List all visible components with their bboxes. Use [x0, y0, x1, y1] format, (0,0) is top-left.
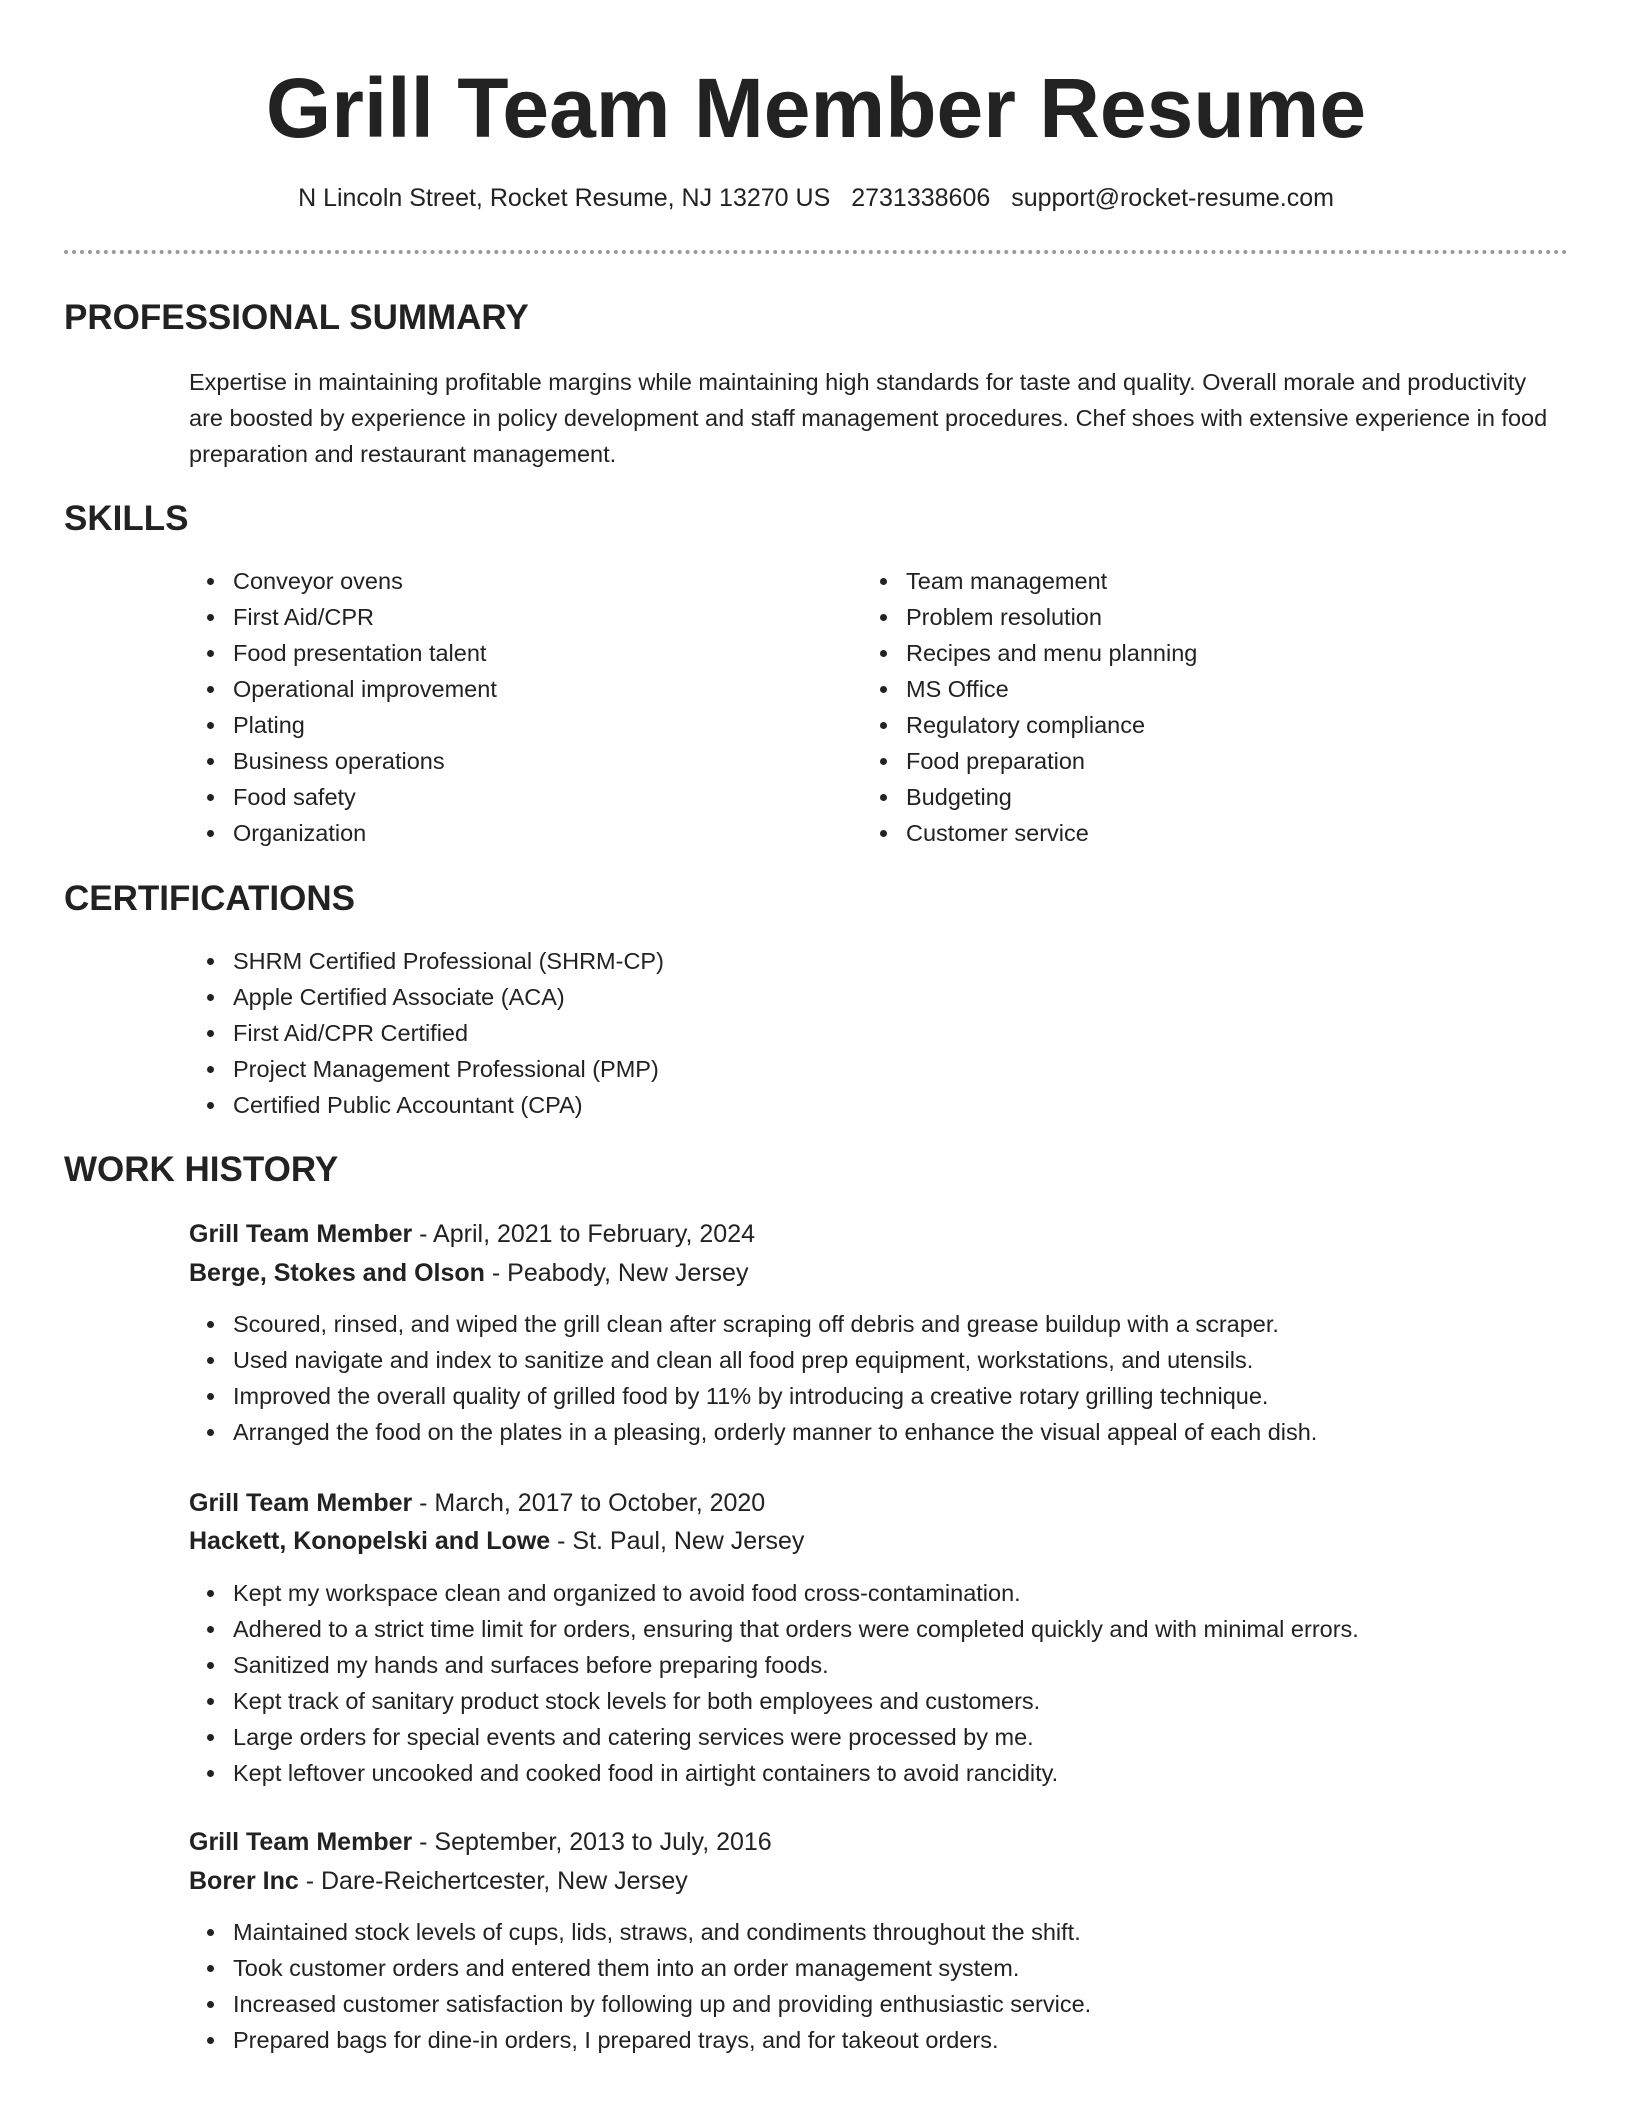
job-duty: Sanitized my hands and surfaces before preparing foods. — [233, 1647, 1359, 1683]
job-duties-list — [189, 1914, 1091, 2058]
job-company-line — [189, 1255, 748, 1291]
contact-address: N Lincoln Street, Rocket Resume, NJ 13270 US — [298, 184, 831, 212]
job-company: Borer Inc — [189, 1867, 299, 1895]
certifications-list — [189, 943, 664, 1123]
skill-item: MS Office — [906, 671, 1197, 707]
skills-heading: SKILLS — [64, 499, 189, 538]
skill-item: Budgeting — [906, 779, 1197, 815]
job-company: Hackett, Konopelski and Lowe — [189, 1527, 551, 1555]
skill-item: Conveyor ovens — [233, 563, 497, 599]
certification-item: SHRM Certified Professional (SHRM-CP) — [233, 943, 664, 979]
job-duty: Large orders for special events and catering services were processed by me. — [233, 1719, 1359, 1755]
skills-list-left — [189, 563, 497, 851]
job-duties-list — [189, 1575, 1359, 1791]
job-dates: - September, 2013 to July, 2016 — [412, 1828, 772, 1856]
certification-item: Certified Public Accountant (CPA) — [233, 1087, 664, 1123]
skill-item: Regulatory compliance — [906, 707, 1197, 743]
job-location: - St. Paul, New Jersey — [550, 1527, 805, 1555]
job-duties-list — [189, 1306, 1317, 1450]
contact-phone: 2731338606 — [851, 184, 991, 212]
job-company-line — [189, 1863, 688, 1899]
job-duty: Increased customer satisfaction by following up and providing enthusiastic service. — [233, 1986, 1091, 2022]
skill-item: Food safety — [233, 779, 497, 815]
job-duty: Maintained stock levels of cups, lids, straws, and condiments throughout the shift. — [233, 1914, 1091, 1950]
skill-item: Customer service — [906, 815, 1197, 851]
contact-line — [64, 180, 1568, 216]
skill-item: Team management — [906, 563, 1197, 599]
job-title: Grill Team Member — [189, 1828, 413, 1856]
skill-item: Organization — [233, 815, 497, 851]
certification-item: Apple Certified Associate (ACA) — [233, 979, 664, 1015]
certification-item: First Aid/CPR Certified — [233, 1015, 664, 1051]
certifications-heading: CERTIFICATIONS — [64, 879, 356, 918]
job-company-line — [189, 1523, 804, 1559]
job-company: Berge, Stokes and Olson — [189, 1259, 485, 1287]
skill-item: Food preparation — [906, 743, 1197, 779]
skill-item: Recipes and menu planning — [906, 635, 1197, 671]
job-duty: Kept my workspace clean and organized to avoid food cross-contamination. — [233, 1575, 1359, 1611]
job-title: Grill Team Member — [189, 1220, 413, 1248]
header-divider — [64, 250, 1568, 254]
work-history-heading: WORK HISTORY — [64, 1150, 339, 1189]
job-duty: Prepared bags for dine-in orders, I prepared trays, and for takeout orders. — [233, 2022, 1091, 2058]
skill-item: First Aid/CPR — [233, 599, 497, 635]
job-dates: - April, 2021 to February, 2024 — [412, 1220, 756, 1248]
skill-item: Food presentation talent — [233, 635, 497, 671]
job-duty: Scoured, rinsed, and wiped the grill clean after scraping off debris and grease buildup with a scraper. — [233, 1306, 1317, 1342]
job-location: - Peabody, New Jersey — [484, 1259, 749, 1287]
job-duty: Took customer orders and entered them into an order management system. — [233, 1950, 1091, 1986]
skill-item: Operational improvement — [233, 671, 497, 707]
job-duty: Kept track of sanitary product stock levels for both employees and customers. — [233, 1683, 1359, 1719]
job-title-line — [189, 1216, 755, 1252]
summary-heading: PROFESSIONAL SUMMARY — [64, 298, 529, 337]
job-duty: Arranged the food on the plates in a pleasing, orderly manner to enhance the visual appeal of each dish. — [233, 1414, 1317, 1450]
contact-email: support@rocket-resume.com — [1011, 184, 1334, 212]
resume-title: Grill Team Member Resume — [265, 61, 1367, 155]
certification-item: Project Management Professional (PMP) — [233, 1051, 664, 1087]
skill-item: Plating — [233, 707, 497, 743]
job-title: Grill Team Member — [189, 1489, 413, 1517]
job-duty: Kept leftover uncooked and cooked food in airtight containers to avoid rancidity. — [233, 1755, 1359, 1791]
skill-item: Business operations — [233, 743, 497, 779]
job-title-line — [189, 1824, 772, 1860]
job-duty: Adhered to a strict time limit for orders, ensuring that orders were completed quickly and with minimal errors. — [233, 1611, 1359, 1647]
skill-item: Problem resolution — [906, 599, 1197, 635]
job-duty: Used navigate and index to sanitize and clean all food prep equipment, workstations, and utensils. — [233, 1342, 1317, 1378]
job-duty: Improved the overall quality of grilled food by 11% by introducing a creative rotary grilling technique. — [233, 1378, 1317, 1414]
summary-text: Expertise in maintaining profitable margins while maintaining high standards for taste and quality. Overall morale and productivity are boosted by experience in policy development and staff management procedures. Chef shoes with extensive experience in food preparation and restaurant management. — [189, 369, 1548, 467]
job-dates: - March, 2017 to October, 2020 — [412, 1489, 766, 1517]
job-title-line — [189, 1485, 765, 1521]
job-location: - Dare-Reichertcester, New Jersey — [298, 1867, 688, 1895]
skills-list-right — [862, 563, 1197, 851]
